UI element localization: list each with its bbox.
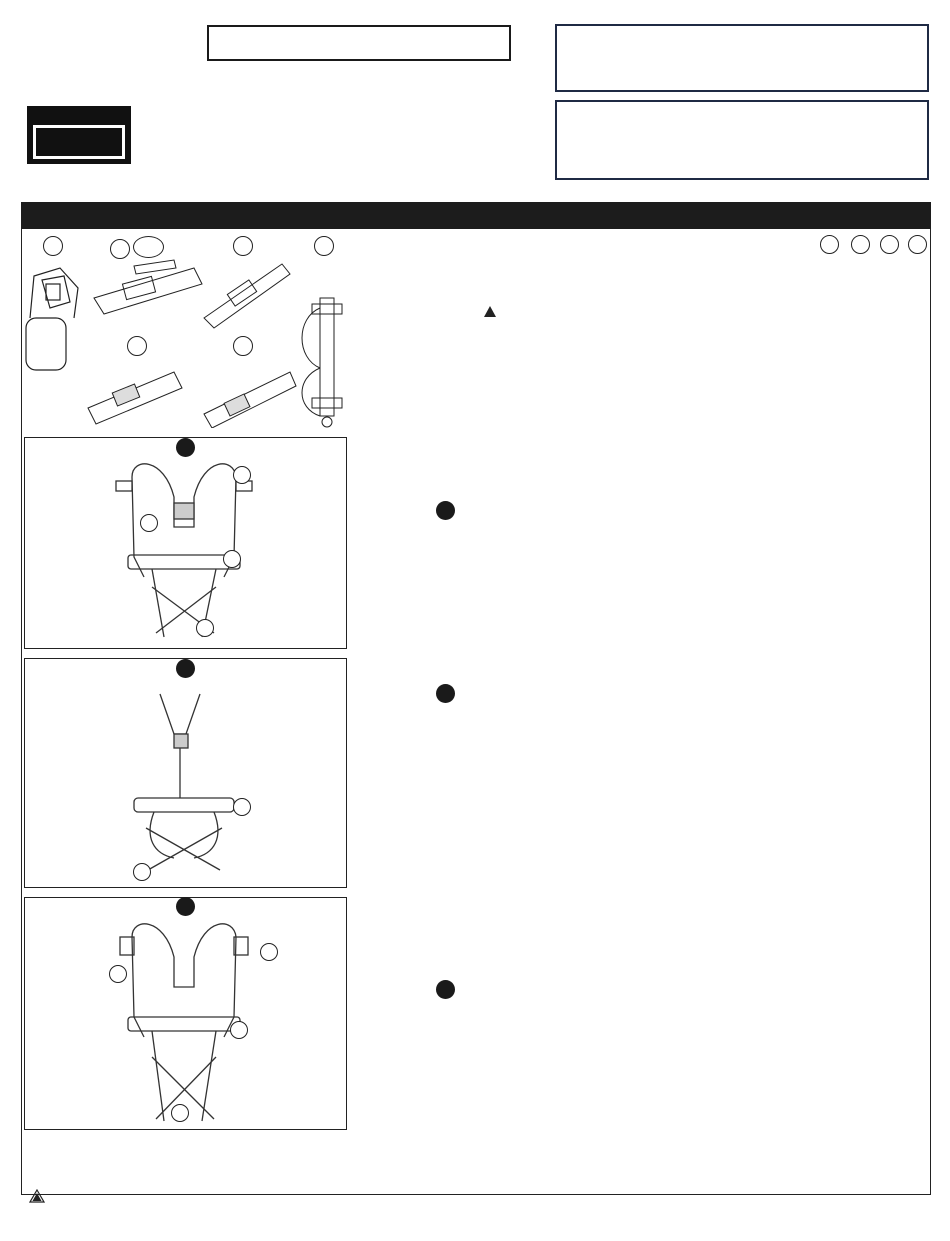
section-number-dot bbox=[436, 684, 455, 703]
warning-triangle-icon bbox=[483, 305, 497, 318]
buckle-drawing-2 bbox=[204, 264, 290, 328]
buckle-drawing-1 bbox=[94, 260, 202, 314]
srl-device-drawing bbox=[26, 268, 78, 370]
harness-drawing-1 bbox=[24, 437, 347, 649]
harness-drawing-2 bbox=[24, 658, 347, 888]
callout-circle bbox=[133, 236, 164, 258]
callout-circle bbox=[851, 235, 870, 254]
panel-number-dot bbox=[176, 897, 195, 916]
callout-circle bbox=[230, 1021, 248, 1039]
callout-circle bbox=[140, 514, 158, 532]
callout-circle bbox=[109, 965, 127, 983]
harness-side-drawing bbox=[302, 298, 342, 427]
callout-circle bbox=[133, 863, 151, 881]
footer-warning-icon bbox=[29, 1189, 45, 1203]
harness-drawing-3 bbox=[24, 897, 347, 1130]
callout-circle bbox=[233, 798, 251, 816]
callout-circle bbox=[880, 235, 899, 254]
section-number-dot bbox=[436, 501, 455, 520]
callout-circle bbox=[820, 235, 839, 254]
strap-buckle-drawing-1 bbox=[88, 372, 182, 424]
section-number-dot bbox=[436, 980, 455, 999]
callout-circle bbox=[260, 943, 278, 961]
footer-line bbox=[21, 1194, 931, 1195]
buckle-illustrations bbox=[24, 258, 354, 428]
panel-number-dot bbox=[176, 438, 195, 457]
callout-circle bbox=[196, 619, 214, 637]
callout-circle bbox=[233, 236, 253, 256]
callout-circle bbox=[171, 1104, 189, 1122]
callout-circle bbox=[314, 236, 334, 256]
panel-number-dot bbox=[176, 659, 195, 678]
callout-circle bbox=[110, 239, 130, 259]
callout-circle bbox=[233, 466, 251, 484]
callout-circle bbox=[43, 236, 63, 256]
callout-circle bbox=[223, 550, 241, 568]
callout-circle bbox=[908, 235, 927, 254]
strap-buckle-drawing-2 bbox=[204, 372, 296, 428]
